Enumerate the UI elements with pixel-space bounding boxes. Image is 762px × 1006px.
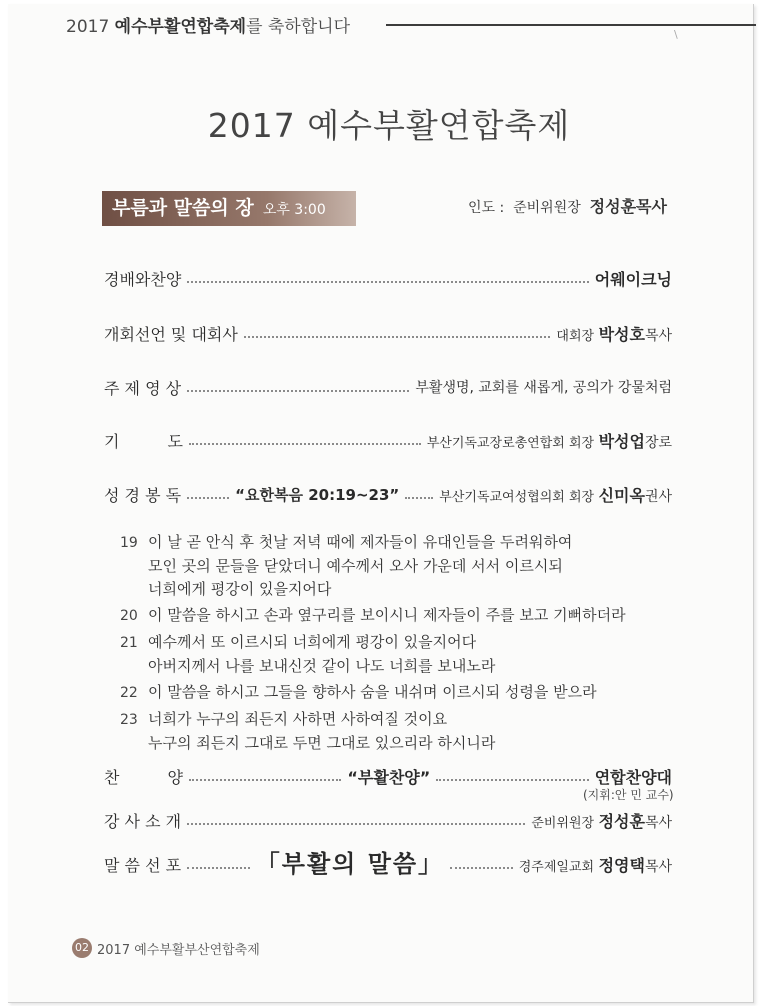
page-title: 2017 예수부활연합축제 (207, 106, 571, 145)
program-item-reading (104, 482, 672, 506)
dot-leader (244, 336, 551, 338)
item-label: 개회선언 및 대회사 (104, 324, 238, 344)
item-role: 부산기독교여성협의회 회장 (439, 489, 595, 505)
verse-text: 아버지께서 나를 보내신것 같이 나도 너희를 보내노라 (148, 657, 496, 675)
verse-19 (120, 531, 680, 601)
program-page (8, 4, 754, 1003)
item-person: 정영택 (598, 855, 645, 875)
item-label: 주 제 영 상 (104, 378, 182, 398)
footer-text: 2017 예수부활부산연합축제 (97, 942, 260, 958)
item-value (531, 809, 672, 832)
verse-number: 23 (120, 712, 138, 728)
item-label: 강 사 소 개 (104, 811, 182, 831)
section-banner (102, 191, 356, 226)
dot-leader (187, 497, 229, 499)
program-item-hymn (104, 764, 672, 788)
verse-number: 22 (120, 685, 138, 701)
verse-number: 21 (120, 635, 138, 651)
dot-leader (187, 390, 409, 392)
corner-mark: \ (674, 28, 678, 41)
verse-text: 이 말씀을 하시고 그들을 향하사 숨을 내쉬며 이르시되 성령을 받으라 (148, 683, 597, 701)
verse-line (120, 578, 680, 601)
program-item-prayer (104, 428, 672, 452)
item-performer: 어웨이크닝 (594, 269, 672, 289)
running-header-prefix: 2017 (66, 17, 115, 37)
verse-text: 모인 곳의 문들을 닫았더니 예수께서 오사 가운데 서서 이르시되 (148, 557, 563, 575)
scripture-passage (120, 531, 680, 755)
verse-line (120, 604, 680, 628)
item-label: 성 경 봉 독 (104, 485, 182, 505)
item-role: 경주제일교회 (518, 859, 595, 875)
verse-text: 이 말씀을 하시고 손과 옆구리를 보이시니 제자들이 주를 보고 기뻐하더라 (148, 606, 626, 624)
dot-leader (187, 867, 250, 869)
item-value: 부활생명, 교회를 새롭게, 공의가 강물처럼 (415, 380, 672, 396)
verse-text: 너희에게 평강이 있을지어다 (148, 580, 332, 598)
program-item-opening (104, 321, 672, 345)
item-person: 정성훈 (598, 811, 645, 831)
item-label: 말 씀 선 포 (104, 855, 182, 875)
item-person: 박성호 (598, 324, 645, 344)
leader-name: 정성훈목사 (589, 197, 667, 216)
dot-leader (189, 443, 421, 445)
program-item-video (104, 375, 672, 399)
item-value (595, 765, 672, 788)
item-value (519, 853, 672, 876)
page-footer (72, 938, 260, 958)
section-title: 부름과 말씀의 장 (112, 197, 254, 219)
item-value (595, 267, 672, 290)
item-person: 박성업 (598, 431, 645, 451)
leader-role: 준비위원장 (513, 200, 581, 216)
item-person-title: 장로 (644, 434, 672, 451)
dot-leader (450, 867, 513, 869)
page-number-badge: 02 (72, 938, 92, 958)
item-person-title: 목사 (644, 814, 672, 831)
verse-line (120, 708, 680, 732)
item-value (439, 483, 672, 506)
program-item-worship (104, 266, 672, 290)
item-person-title: 권사 (644, 488, 672, 505)
verse-line (120, 631, 680, 655)
verse-number: 20 (120, 608, 138, 624)
item-performer: 연합찬양대 (594, 767, 672, 787)
program-item-sermon (104, 848, 672, 878)
verse-text: 예수께서 또 이르시되 너희에게 평강이 있을지어다 (148, 633, 477, 651)
verse-number: 19 (120, 535, 138, 551)
item-passage: “요한복음 20:19~23” (235, 485, 400, 504)
leader-label: 인도 : (468, 200, 505, 216)
item-role: 준비위원장 (531, 815, 595, 831)
dot-leader (405, 497, 433, 499)
section-time: 오후 3:00 (262, 202, 326, 218)
item-piece: “부활찬양” (347, 767, 431, 787)
item-value (427, 429, 672, 452)
verse-line (120, 732, 680, 755)
header-rule (386, 24, 756, 26)
verse-text: 이 날 곧 안식 후 첫날 저녁 때에 제자들이 유대인들을 두려워하여 (148, 533, 573, 551)
verse-line (120, 555, 680, 578)
verse-text: 누구의 죄든지 그대로 두면 그대로 있으리라 하시니라 (148, 734, 496, 752)
conductor-note: (지휘:안 민 교수) (583, 788, 674, 802)
item-person-title: 목사 (644, 327, 672, 344)
running-header (66, 12, 350, 37)
item-value (556, 322, 672, 345)
leader-line (468, 194, 667, 217)
item-role: 부산기독교장로총연합회 회장 (426, 435, 595, 451)
verse-21 (120, 631, 680, 678)
dot-leader (436, 779, 588, 781)
verse-line (120, 681, 680, 705)
verse-23 (120, 708, 680, 755)
item-person: 신미옥 (598, 485, 645, 505)
dot-leader (187, 823, 525, 825)
item-label: 기 도 (104, 431, 183, 451)
running-header-emphasis: 예수부활연합축제 (114, 17, 247, 37)
dot-leader (189, 779, 341, 781)
verse-line (120, 655, 680, 678)
running-header-suffix: 를 축하합니다 (246, 17, 350, 37)
program-item-intro (104, 808, 672, 832)
sermon-title-calligraphy: 「부활의 말씀」 (255, 848, 445, 878)
item-person-title: 목사 (644, 858, 672, 875)
item-label: 경배와찬양 (104, 269, 182, 289)
dot-leader (187, 281, 588, 283)
verse-text: 너희가 누구의 죄든지 사하면 사하여질 것이요 (148, 710, 448, 728)
verse-22 (120, 681, 680, 705)
item-label: 찬 양 (104, 767, 183, 787)
verse-20 (120, 604, 680, 628)
item-role: 대회장 (556, 328, 595, 344)
verse-line (120, 531, 680, 555)
